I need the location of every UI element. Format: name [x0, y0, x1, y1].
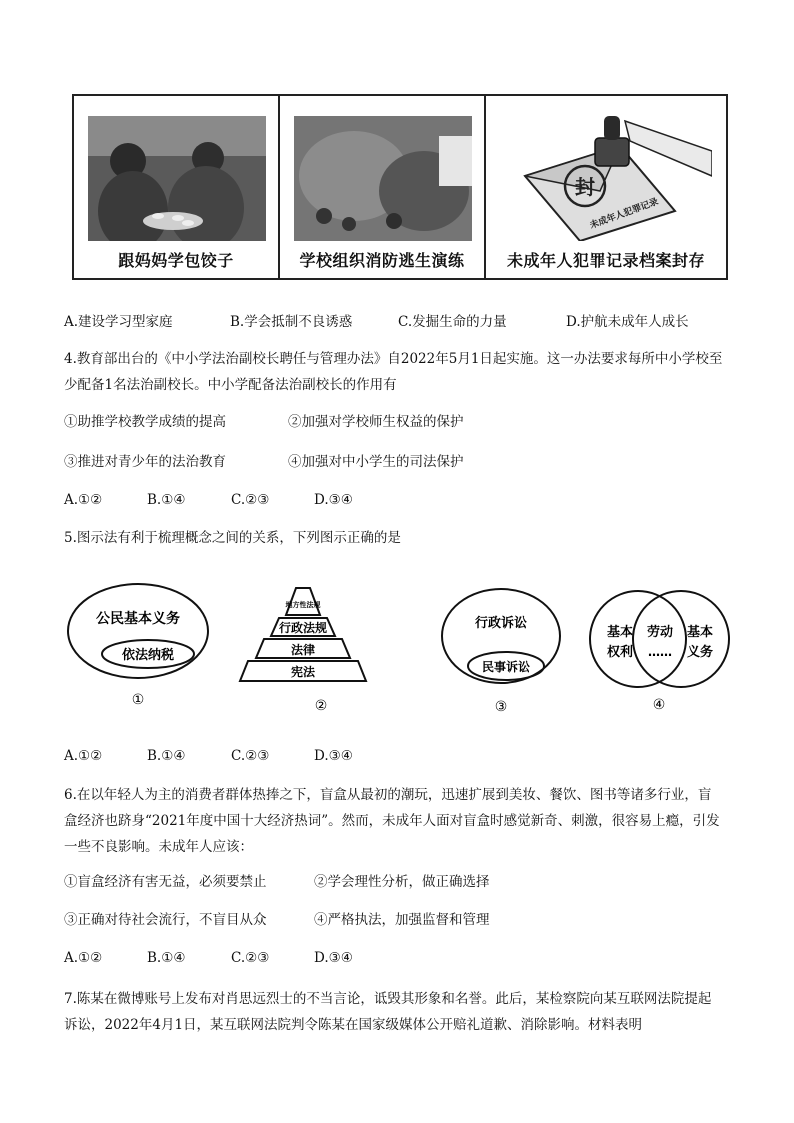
q5-stem: 5.图示法有利于梳理概念之间的关系，下列图示正确的是	[64, 530, 401, 546]
q5-option-b[interactable]: B.①④	[147, 748, 186, 764]
record-seal-illustration	[500, 116, 712, 241]
caption-record-seal: 未成年人犯罪记录档案封存	[506, 251, 705, 270]
d4-right-line1: 基本	[686, 625, 714, 640]
q4-option-d[interactable]: D.③④	[314, 492, 353, 508]
q6-item-1: ①盲盒经济有害无益，必须要禁止	[64, 874, 267, 890]
envelope-label: 未成年人犯罪记录	[588, 197, 660, 232]
pyramid-label-3: 法律	[290, 643, 316, 657]
q6-stem: 6.在以年轻人为主的消费者群体热捧之下，盲盒从最初的潮玩，迅速扩展到美妆、餐饮、图书等诸多行业，盲盒经济也跻身“2021年度中国十大经济热词”。然而，未成年人面对盲盒时感觉新奇、刺激，很容易上瘾，引发一些不良影响。未成年人应该：	[64, 787, 720, 855]
d2-number: ②	[314, 698, 328, 714]
stamp-char: 封	[575, 175, 595, 199]
d4-number: ④	[652, 697, 666, 713]
pyramid-label-4: 宪法	[290, 665, 316, 679]
picture-panel	[72, 94, 728, 280]
d4-mid-line2: ……	[648, 645, 672, 659]
dumpling-photo	[88, 116, 266, 241]
q3-option-d[interactable]: D.护航未成年人成长	[566, 314, 689, 330]
pyramid-label-2: 行政法规	[278, 621, 328, 635]
caption-fire-drill: 学校组织消防逃生演练	[299, 251, 465, 270]
d4-left-line2: 权利	[606, 645, 634, 660]
q6-option-c[interactable]: C.②③	[231, 950, 270, 966]
q6-option-b[interactable]: B.①④	[147, 950, 186, 966]
pyramid-label-1: 地方性法规	[285, 601, 321, 609]
image-cell-dumplings	[74, 96, 280, 278]
d4-mid-line1: 劳动	[646, 625, 674, 640]
q4-item-2: ②加强对学校师生权益的保护	[288, 414, 464, 430]
q7-stem: 7.陈某在微博账号上发布对肖思远烈士的不当言论，诋毁其形象和名誉。此后，某检察院向某互联网法院提起诉讼，2022年4月1日，某互联网法院判令陈某在国家级媒体公开赔礼道歉、消除影响。材料表明	[64, 991, 712, 1033]
q5-option-d[interactable]: D.③④	[314, 748, 353, 764]
d1-inner-label: 依法纳税	[121, 648, 175, 663]
diagram-3	[442, 589, 560, 715]
d4-left-line1: 基本	[606, 625, 634, 640]
d3-outer-label: 行政诉讼	[474, 616, 528, 631]
q4-option-c[interactable]: C.②③	[231, 492, 270, 508]
q5-diagrams	[64, 578, 734, 720]
q4-item-4: ④加强对中小学生的司法保护	[288, 454, 464, 470]
image-cell-record-seal	[486, 96, 726, 278]
fire-drill-photo	[294, 116, 472, 241]
q6-item-3: ③正确对待社会流行，不盲目从众	[64, 912, 267, 928]
q6-item-2: ②学会理性分析，做正确选择	[314, 874, 490, 890]
q4-item-1: ①助推学校教学成绩的提高	[64, 414, 226, 430]
q6-option-a[interactable]: A.①②	[64, 950, 103, 966]
d1-outer-label: 公民基本义务	[96, 611, 180, 627]
q3-option-a[interactable]: A.建设学习型家庭	[64, 314, 173, 330]
diagram-4	[590, 591, 729, 713]
q6-option-d[interactable]: D.③④	[314, 950, 353, 966]
d3-inner-label: 民事诉讼	[481, 660, 531, 674]
q4-item-3: ③推进对青少年的法治教育	[64, 454, 226, 470]
d1-number: ①	[131, 692, 145, 708]
d3-number: ③	[494, 699, 508, 715]
q4-option-a[interactable]: A.①②	[64, 492, 103, 508]
q5-option-a[interactable]: A.①②	[64, 748, 103, 764]
image-cell-fire-drill	[280, 96, 486, 278]
diagram-1	[68, 584, 208, 708]
d4-right-line2: 义务	[686, 645, 714, 660]
diagram-2	[240, 588, 366, 714]
caption-dumplings: 跟妈妈学包饺子	[118, 251, 234, 270]
q6-item-4: ④严格执法，加强监督和管理	[314, 912, 490, 928]
q3-option-b[interactable]: B.学会抵制不良诱惑	[230, 314, 353, 330]
q3-option-c[interactable]: C.发掘生命的力量	[398, 314, 507, 330]
q5-option-c[interactable]: C.②③	[231, 748, 270, 764]
q4-stem: 4.教育部出台的《中小学法治副校长聘任与管理办法》自2022年5月1日起实施。这一办法要求每所中小学校至少配备1名法治副校长。中小学配备法治副校长的作用有	[64, 351, 723, 393]
q4-option-b[interactable]: B.①④	[147, 492, 186, 508]
